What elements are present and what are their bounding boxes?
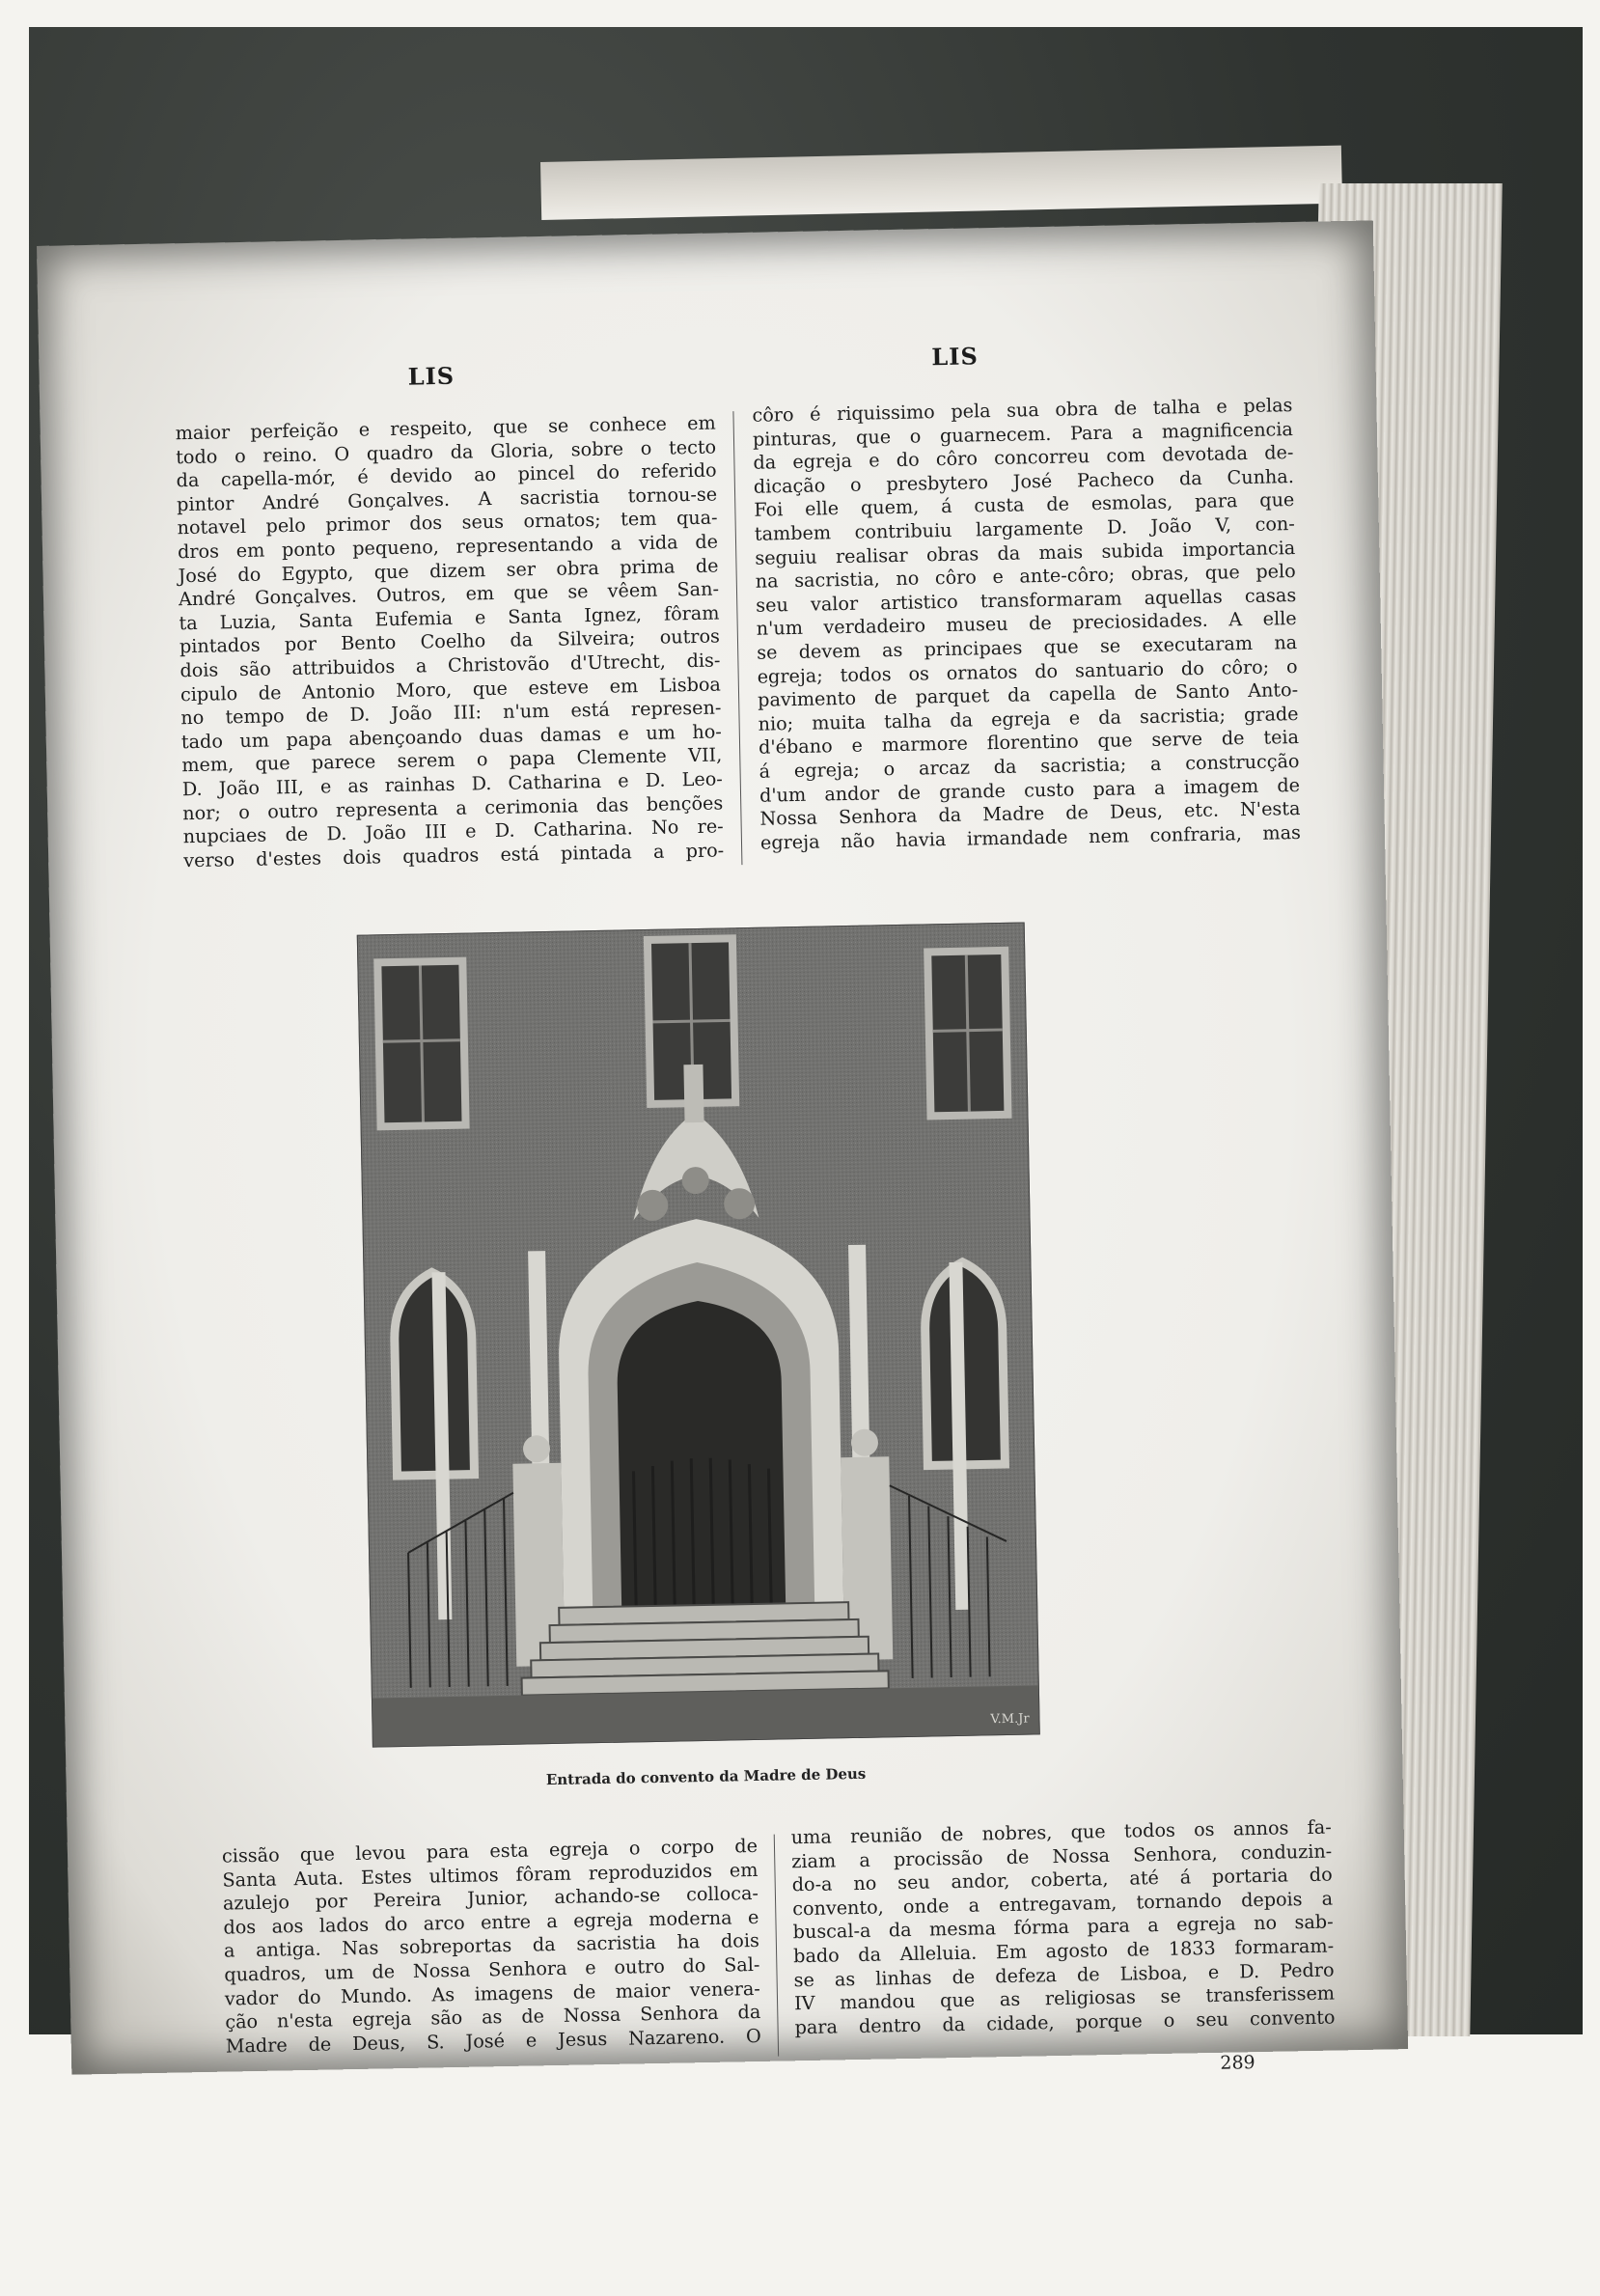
text-line: cissão que levou para esta egreja o corpo de — [221, 1834, 759, 1867]
text-line: ta Luzia, Santa Eufemia e Santa Ignez, fôram — [179, 601, 720, 634]
text-line: pavimento de parquet da capella de Santo Anto- — [757, 678, 1299, 711]
text-line: á egreja; o arcaz da sacristia; a construcção — [759, 749, 1300, 783]
text-line: dos aos lados do arco entre a egreja moderna e — [223, 1905, 759, 1939]
text-line: dros em ponto pequeno, representando a vida de — [177, 530, 719, 564]
text-line: pinturas, que o guarnecem. Para a magnificencia — [752, 417, 1294, 451]
text-line: dois são attribuidos a Christovão d'Utrecht, dis- — [179, 649, 721, 682]
top-left-column — [176, 412, 725, 873]
text-line: d'ébano e marmore florentino que serve de teia — [758, 726, 1300, 760]
text-line: uma reunião de nobres, que todos os annos fa- — [790, 1815, 1332, 1849]
text-line: tambem contribuiu largamente D. João V, con- — [754, 512, 1295, 545]
page-number: 289 — [1220, 2052, 1255, 2074]
text-line: Nossa Senhora da Madre de Deus, etc. N'esta — [759, 797, 1301, 830]
text-line: d'um andor de grande custo para a imagem de — [759, 773, 1301, 807]
text-line: quadros, um de Nossa Senhora e outro do Sal- — [224, 1952, 760, 1986]
text-line: egreja não havia irmandade nem confraria, mas — [759, 820, 1302, 854]
text-line: dicação o presbytero José Pacheco da Cunha. — [753, 464, 1295, 498]
text-line: azulejo por Pereira Junior, achando-se colloca- — [222, 1882, 759, 1915]
top-right-column — [752, 394, 1301, 855]
text-line: da capella-mór, é devido ao pincel do referido — [176, 458, 717, 492]
text-line: côro é riquissimo pela sua obra de talha e pelas — [752, 394, 1293, 427]
engraver-mark: V.M.Jr — [990, 1711, 1030, 1728]
text-line: verso d'estes dois quadros está pintada a pro- — [183, 839, 725, 871]
figure-caption: Entrada do convento da Madre de Deus — [545, 1764, 867, 1789]
convent-entrance-photo — [357, 922, 1040, 1747]
text-line: se devem as principaes que se executaram na — [757, 630, 1298, 664]
text-line: mem, que parece serem o papa Clemente VII, — [181, 743, 723, 777]
text-line: pintor André Gonçalves. A sacristia tornou-se — [176, 483, 718, 516]
text-line: IV mandou que as religiosas se transferissem — [793, 1981, 1336, 2015]
column-rule-top — [732, 411, 742, 865]
column-rule-bottom — [774, 1835, 779, 2057]
text-line: ziam a procissão de Nossa Senhora, conduzin- — [791, 1840, 1333, 1872]
text-line: a antiga. Nas sobreportas da sacristia ha dois — [223, 1929, 760, 1962]
text-line: para dentro da cidade, porque o seu convento — [794, 2006, 1336, 2039]
text-line: D. João III, e as rainhas D. Catharina e D. Leo- — [181, 767, 723, 801]
text-line: cipulo de Antonio Moro, que esteve em Lisboa — [179, 673, 722, 705]
text-line: tado um papa abençoando duas damas e um ho- — [180, 720, 723, 753]
text-line: egreja; todos os ornatos do santuario do côro; o — [757, 654, 1298, 688]
text-line: Madre de Deus, S. José e Jesus Nazareno. O — [225, 2024, 761, 2058]
text-line: André Gonçalves. Outros, em que se vêem San- — [178, 577, 720, 611]
text-line: pintados por Bento Coelho da Silveira; outros — [179, 624, 721, 658]
text-line: se as linhas de defeza de Lisboa, e D. Pedro — [793, 1958, 1335, 1991]
text-line: todo o reino. O quadro da Gloria, sobre o tecto — [175, 435, 717, 468]
text-line: nor; o outro representa a cerimonia das benções — [182, 790, 724, 824]
text-line: maior perfeição e respeito, que se conhece em — [175, 411, 716, 445]
text-line: Santa Auta. Estes ultimos fôram reproduzidos em — [222, 1858, 759, 1892]
text-line: notavel pelo primor dos seus ornatos; tem qua- — [177, 506, 718, 539]
text-line: convento, onde a entregavam, tornando depois a — [791, 1887, 1334, 1921]
text-line: José do Egypto, que dizem ser obra prima de — [178, 554, 719, 587]
text-line: Foi elle quem, á custa de esmolas, para que — [754, 488, 1295, 522]
right-running-head: LIS — [931, 342, 979, 372]
text-line: bado da Alleluia. Em agosto de 1833 formaram- — [792, 1934, 1335, 1968]
convent-entrance-illustration — [358, 923, 1039, 1746]
left-running-head: LIS — [407, 361, 455, 391]
bottom-left-column — [222, 1835, 761, 2059]
text-line: nio; muita talha da egreja e da sacristia; grade — [758, 702, 1299, 735]
text-line: no tempo de D. João III: n'um está represen- — [180, 696, 722, 730]
bottom-right-column — [791, 1816, 1336, 2040]
text-line: ção n'esta egreja são as de Nossa Senhora da — [225, 2001, 761, 2033]
text-line: nupciaes de D. João III e D. Catharina. No re- — [182, 815, 724, 848]
text-line: seguiu realisar obras da mais subida importancia — [755, 536, 1296, 569]
text-line: vador do Mundo. As imagens de maior venera- — [224, 1977, 761, 2010]
text-line: da egreja e do côro concorreu com devotada de- — [753, 441, 1294, 474]
text-line: na sacristia, no côro e ante-côro; obras, que pelo — [755, 560, 1296, 593]
book-page — [37, 220, 1408, 2074]
text-line: do-a no seu andor, coberta, até á portaria do — [791, 1863, 1333, 1896]
text-line: seu valor artistico transformaram aquellas casas — [756, 583, 1297, 617]
text-line: n'um verdadeiro museu de preciosidades. A elle — [756, 607, 1297, 641]
text-line: buscal-a da mesma fórma para a egreja no sab- — [792, 1910, 1334, 1944]
